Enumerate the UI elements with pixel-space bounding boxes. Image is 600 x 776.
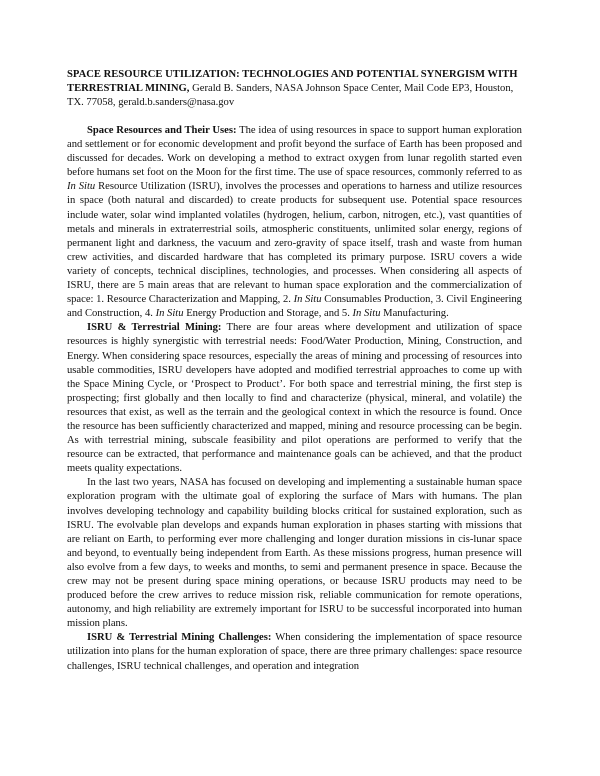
paper-title: SPACE RESOURCE UTILIZATION: TECHNOLOGIES AND POTENTIAL SYNERGISM WITH TERRESTRIAL MINING,: [67, 69, 518, 94]
text-run: In the last two years, NASA has focused on developing and implementing a sustainable human space exploration program with the ultimate goal of exploring the surface of Mars with humans. The plan involves developing technology and capability building blocks critical for sustained exploration, such as ISRU. The evolvable plan develops and expands human exploration in phases starting with missions that are reliant on Earth, to performing ever more challenging and longer duration missions in cis-lunar space and beyond, to eventually being independent from Earth. As these missions progress, human presence will also evolve from a few days, to weeks and months, to semi and permanent presence in space. Because the crew may not be present during space mining operations, or because ISRU products may need to be produced before the crew arrives to reduce mission risk, reliable communication for remote operations, autonomy, and high reliability are extremely important for ISRU to be successful incorporated into human mission plans.: [67, 477, 522, 630]
section-heading: ISRU & Terrestrial Mining Challenges:: [87, 632, 272, 644]
paragraph-isru-terrestrial-mining: [67, 321, 522, 476]
italic-term: In Situ: [293, 294, 322, 306]
text-run: The idea of using resources in space to support human exploration and settlement or for economic development and profit beyond the surface of Earth has been proposed and discussed for decades. Work on developing a method to extract oxygen from lunar regolith started even before humans set foot on the Moon for the first time. The use of space resources, commonly referred to as: [67, 125, 522, 179]
paragraph-space-resources: [67, 124, 522, 321]
italic-term: In Situ: [352, 308, 381, 320]
text-run: Consumables Production, 3. Civil Engineering and Construction, 4.: [67, 294, 522, 320]
section-heading: Space Resources and Their Uses:: [87, 125, 237, 136]
paragraph-nasa-plan: [67, 476, 522, 631]
paragraph-isru-challenges: [67, 631, 522, 673]
document-header: [67, 68, 522, 110]
text-run: Resource Utilization (ISRU), involves the processes and operations to harness and utilize resources in space (both natural and discarded) to create products for subsequent use. Potential space resources include water, solar wind implanted volatiles (hydrogen, helium, carbon, nitrogen, etc.), vast quantities of metals and minerals in extraterrestrial soils, atmospheric constituents, unlimited solar energy, regions of permanent light and darkness, the vacuum and zero-gravity of space itself, trash and waste from human crew activities, and discarded hardware that has completed its primary purpose. ISRU covers a wide variety of concepts, technical disciplines, technologies, and processes. When considering all aspects of ISRU, there are 5 main areas that are relevant to human space exploration and the commercialization of space: 1. Resource Characterization and Mapping, 2.: [67, 181, 522, 306]
text-run: There are four areas where development and utilization of space resources is highly synergistic with terrestrial needs: Food/Water Production, Mining, Construction, and Energy. When considering space resources, especially the areas of mining and processing of resources into usable commodities, ISRU developers have adopted and modified terrestrial approaches to come up with the Space Mining Cycle, or ‘Prospect to Product’. For both space and terrestrial mining, the first step is prospecting; first globally and then locally to find and characterize (physical, mineral, and volatile) the resources that exist, as well as the terrain and the geological context in which the resource is found. Once the resource has been sufficiently characterized and mapped, mining and resource processing can be begin. As with terrestrial mining, subscale feasibility and pilot operations are performed to verify that the resource can be extracted, that performance and maintenance goals can be achieved, and that the product meets quality expectations.: [67, 322, 523, 475]
text-run: When considering the implementation of space resource utilization into plans for the human exploration of space, there are three primary challenges: space resource challenges, ISRU technical challenges, and operation and integration: [67, 632, 522, 672]
italic-term: In Situ: [67, 181, 96, 193]
author-info: Gerald B. Sanders, NASA Johnson Space Center, Mail Code EP3, Houston, TX. 77058, gerald.b.sanders@nasa.gov: [67, 83, 514, 108]
italic-term: In Situ: [155, 308, 184, 320]
text-run: Manufacturing.: [380, 308, 449, 320]
text-run: Energy Production and Storage, and 5.: [183, 308, 353, 320]
section-heading: ISRU & Terrestrial Mining:: [87, 322, 222, 334]
